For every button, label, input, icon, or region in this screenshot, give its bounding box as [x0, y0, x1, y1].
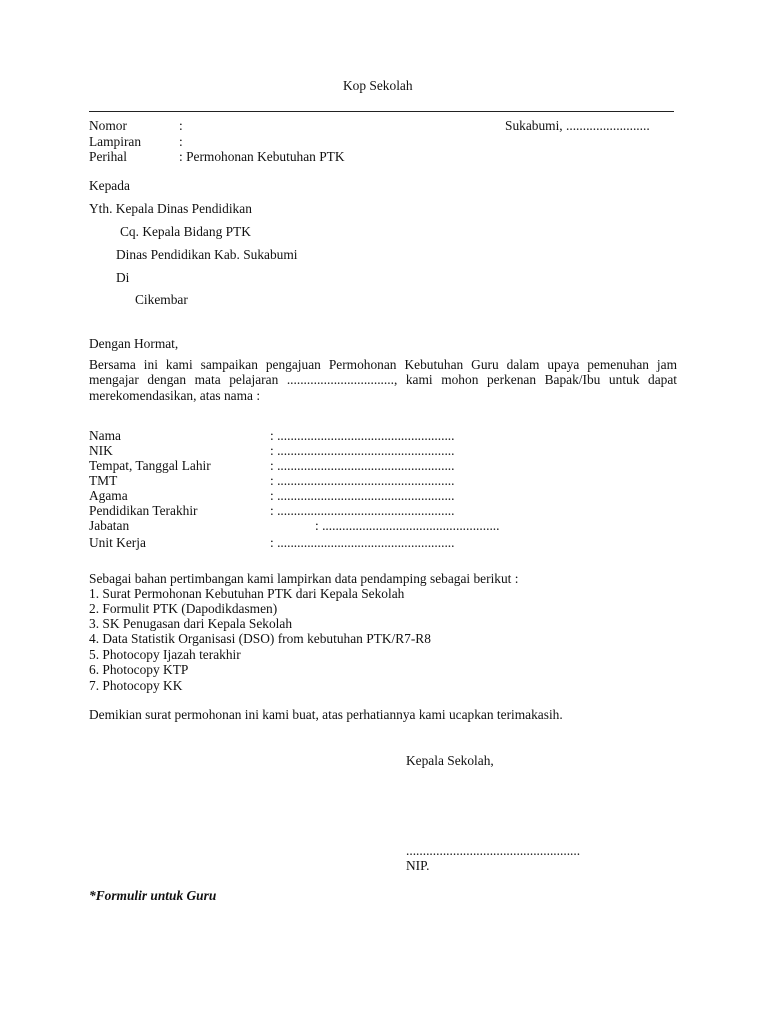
field-jabatan-label: Jabatan — [89, 518, 130, 533]
field-jabatan-value: : ..................................................... — [315, 518, 500, 533]
signature-line: .................................................... — [406, 843, 581, 858]
perihal-label: Perihal — [89, 149, 127, 164]
field-nama-label: Nama — [89, 428, 121, 443]
lampiran-separator: : — [179, 134, 183, 149]
field-agama-value: : ..................................................... — [270, 488, 455, 503]
recipient-line5: Cikembar — [135, 292, 188, 307]
recipient-kepada: Kepada — [89, 178, 130, 193]
attachment-item: 7. Photocopy KK — [89, 678, 183, 693]
field-unit-kerja-value: : ..................................................... — [270, 535, 455, 550]
place-date: Sukabumi, ......................... — [505, 118, 650, 133]
recipient-line4: Di — [116, 270, 130, 285]
closing-sentence: Demikian surat permohonan ini kami buat, atas perhatiannya kami ucapkan terimakasih. — [89, 707, 563, 722]
field-tmt-value: : ..................................................... — [270, 473, 455, 488]
attachments-intro: Sebagai bahan pertimbangan kami lampirkan data pendamping sebagai berikut : — [89, 571, 519, 586]
nomor-separator: : — [179, 118, 183, 133]
attachment-item: 5. Photocopy Ijazah terakhir — [89, 647, 241, 662]
field-nik-value: : ..................................................... — [270, 443, 455, 458]
field-nik-label: NIK — [89, 443, 113, 458]
signature-title: Kepala Sekolah, — [406, 753, 494, 768]
salutation: Dengan Hormat, — [89, 336, 179, 351]
field-pendidikan-value: : ..................................................... — [270, 503, 455, 518]
signature-nip: NIP. — [406, 858, 430, 873]
perihal-value: : Permohonan Kebutuhan PTK — [179, 149, 345, 164]
footnote: *Formulir untuk Guru — [89, 888, 217, 903]
intro-paragraph: Bersama ini kami sampaikan pengajuan Permohonan Kebutuhan Guru dalam upaya pemenuhan jam mengajar dengan mata pelajaran ................................, kami mohon perkenan Bapak/Ibu untuk dapat merekomendasikan, atas nama : — [89, 357, 677, 403]
field-ttl-label: Tempat, Tanggal Lahir — [89, 458, 211, 473]
attachment-item: 3. SK Penugasan dari Kepala Sekolah — [89, 616, 293, 631]
recipient-line2: Cq. Kepala Bidang PTK — [120, 224, 251, 239]
letterhead-title: Kop Sekolah — [343, 78, 413, 93]
field-ttl-value: : ..................................................... — [270, 458, 455, 473]
lampiran-label: Lampiran — [89, 134, 142, 149]
nomor-label: Nomor — [89, 118, 127, 133]
field-unit-kerja-label: Unit Kerja — [89, 535, 146, 550]
field-pendidikan-label: Pendidikan Terakhir — [89, 503, 198, 518]
attachment-item: 6. Photocopy KTP — [89, 662, 189, 677]
field-tmt-label: TMT — [89, 473, 118, 488]
attachment-item: 2. Formulit PTK (Dapodikdasmen) — [89, 601, 278, 616]
letterhead-divider — [89, 111, 674, 112]
field-nama-value: : ..................................................... — [270, 428, 455, 443]
attachment-item: 1. Surat Permohonan Kebutuhan PTK dari Kepala Sekolah — [89, 586, 405, 601]
field-agama-label: Agama — [89, 488, 128, 503]
attachment-item: 4. Data Statistik Organisasi (DSO) from kebutuhan PTK/R7-R8 — [89, 631, 431, 646]
recipient-line3: Dinas Pendidikan Kab. Sukabumi — [116, 247, 298, 262]
recipient-line1: Yth. Kepala Dinas Pendidikan — [89, 201, 252, 216]
